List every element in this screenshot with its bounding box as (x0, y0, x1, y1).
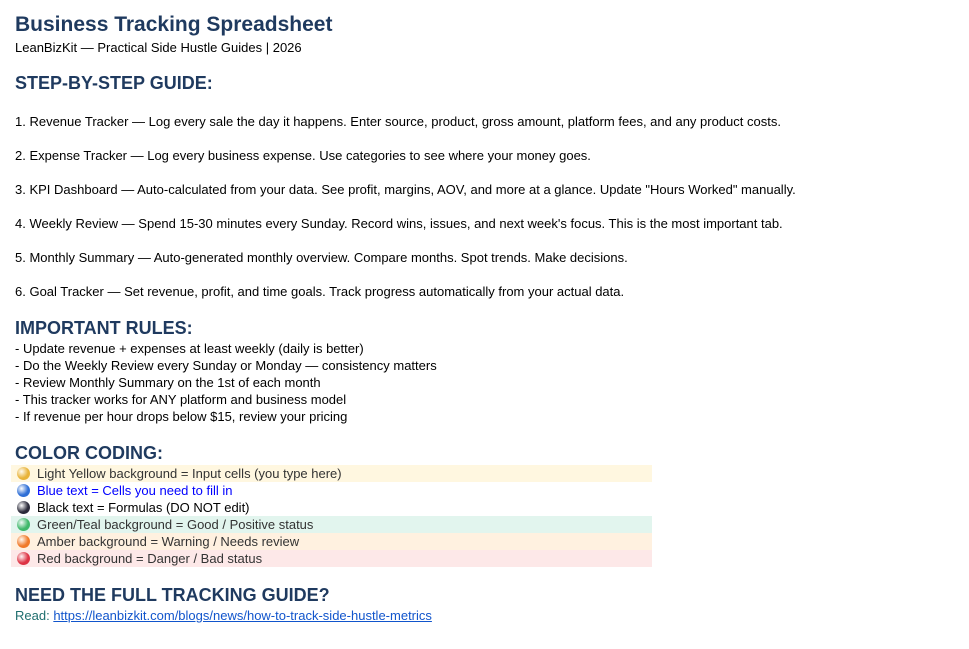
color-legend-label: Light Yellow background = Input cells (you type here) (37, 466, 342, 481)
full-guide-heading: NEED THE FULL TRACKING GUIDE? (15, 585, 330, 605)
guide-link[interactable]: https://leanbizkit.com/blogs/news/how-to-track-side-hustle-metrics (53, 608, 432, 623)
orange-circle-icon (17, 535, 30, 548)
color-legend-row (11, 465, 652, 482)
red-circle-icon (17, 552, 30, 565)
guide-link-line (15, 608, 432, 623)
color-coding-heading: COLOR CODING: (15, 443, 163, 463)
guide-step-1: 1. Revenue Tracker — Log every sale the day it happens. Enter source, product, gross amount, platform fees, and any product costs. (15, 114, 781, 129)
black-circle-icon (17, 501, 30, 514)
guide-link-prefix: Read: (15, 608, 54, 623)
guide-step-5: 5. Monthly Summary — Auto-generated monthly overview. Compare months. Spot trends. Make decisions. (15, 250, 628, 265)
page-subtitle: LeanBizKit — Practical Side Hustle Guides | 2026 (15, 40, 302, 55)
green-circle-icon (17, 518, 30, 531)
guide-step-4: 4. Weekly Review — Spend 15-30 minutes every Sunday. Record wins, issues, and next week's focus. This is the most important tab. (15, 216, 783, 231)
guide-step-3: 3. KPI Dashboard — Auto-calculated from your data. See profit, margins, AOV, and more at a glance. Update "Hours Worked" manually. (15, 182, 796, 197)
rule-item: - Review Monthly Summary on the 1st of each month (15, 375, 321, 390)
blue-circle-icon (17, 484, 30, 497)
color-legend-row (11, 499, 652, 516)
color-legend-row (11, 550, 652, 567)
rule-item: - If revenue per hour drops below $15, review your pricing (15, 409, 348, 424)
rule-item: - This tracker works for ANY platform and business model (15, 392, 347, 407)
color-legend-label: Red background = Danger / Bad status (37, 551, 263, 566)
yellow-circle-icon (17, 467, 30, 480)
guide-step-6: 6. Goal Tracker — Set revenue, profit, and time goals. Track progress automatically from your actual data. (15, 284, 625, 299)
color-legend-label: Black text = Formulas (DO NOT edit) (37, 500, 250, 515)
rule-item: - Update revenue + expenses at least weekly (daily is better) (15, 341, 364, 356)
rule-item: - Do the Weekly Review every Sunday or Monday — consistency matters (15, 358, 437, 373)
color-legend-row (11, 533, 652, 550)
page-title: Business Tracking Spreadsheet (15, 13, 333, 36)
color-legend-row (11, 482, 652, 499)
color-legend-label: Green/Teal background = Good / Positive status (37, 517, 314, 532)
guide-heading: STEP-BY-STEP GUIDE: (15, 73, 213, 93)
guide-step-2: 2. Expense Tracker — Log every business expense. Use categories to see where your money goes. (15, 148, 591, 163)
color-legend-row (11, 516, 652, 533)
rules-heading: IMPORTANT RULES: (15, 318, 193, 338)
color-legend-label: Blue text = Cells you need to fill in (37, 483, 233, 498)
color-legend-label: Amber background = Warning / Needs review (37, 534, 300, 549)
